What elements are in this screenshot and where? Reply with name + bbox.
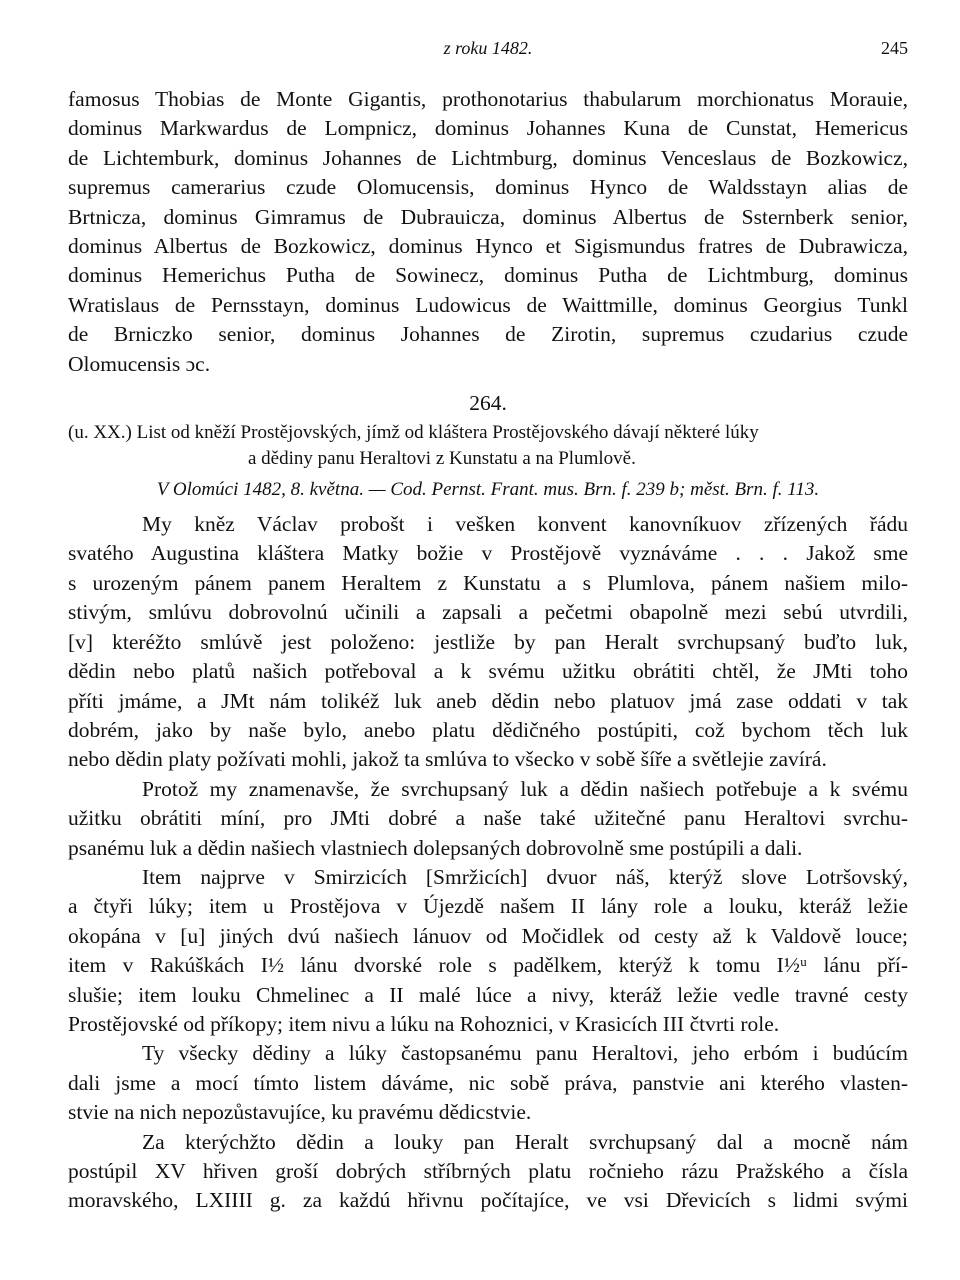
regest — [68, 420, 908, 472]
text-line: moravského, LXIIII g. za každú hřivnu počítajíce, ve vsi Dřevicích s lidmi svými — [68, 1188, 908, 1213]
text-line: užitku obrátiti míní, pro JMti dobré a naše také užitečné panu Heraltovi svrchu- — [68, 806, 908, 831]
text-line: Wratislaus de Pernsstayn, dominus Ludowicus de Waittmille, dominus Georgius Tunkl — [68, 292, 908, 317]
text-line: nebo dědin platy požívati mohli, jakož ta smlúva to všecko v sobě šíře a světlejie zavírá. — [68, 747, 827, 772]
document-page — [68, 38, 908, 1216]
text-line: a čtyři lúky; item u Prostějova v Újezdě našem II lány role a louku, kteráž ležie — [68, 894, 908, 919]
page-header — [68, 38, 908, 68]
text-line: Prostějovské od příkopy; item nivu a lúku na Rohoznici, v Krasicích III čtvrti role. — [68, 1011, 780, 1036]
source-citation: V Olomúci 1482, 8. května. — Cod. Pernst. Frant. mus. Brn. f. 239 b; měst. Brn. f. 113. — [156, 479, 820, 501]
text-line: dobrém, jako by naše bylo, anebo platu dědičného postúpiti, což bychom těch luk — [68, 717, 908, 742]
paragraph-payment — [68, 1128, 908, 1216]
text-line: My kněz Václav probošt i vešken konvent kanovníkuov zřízených řádu — [142, 512, 908, 537]
text-line: de Lichtemburk, dominus Johannes de Lichtmburg, dominus Venceslaus de Bozkowicz, — [68, 145, 908, 170]
text-line: de Brniczko senior, dominus Johannes de Zirotin, supremus czudarius czude — [68, 322, 908, 347]
text-line: postúpil XV hřiven groší dobrých stříbrných platu ročnieho rázu Pražského a čísla — [68, 1159, 908, 1183]
text-line: Item najprve v Smirzicích [Smržicích] dvuor náš, kterýž slove Lotršovský, — [142, 864, 908, 889]
text-line: Olomucensis ɔc. — [68, 351, 211, 376]
text-line: psanému luk a dědin našiech vlastniech dolepsaných dobrovolně sme postúpili a dali. — [68, 835, 803, 860]
regest-line: a dědiny panu Heraltovi z Kunstatu a na Plumlově. — [248, 448, 636, 470]
text-line: Za kterýchžto dědin a louky pan Heralt svrchupsaný dal a mocně nám — [142, 1129, 908, 1154]
text-line: okopána v [u] jiných dvú našiech lánuov od Močidlek od cesty až k Valdově louce; — [68, 923, 908, 948]
text-line: slušie; item louku Chmelinec a II malé lúce a nivy, kteráž ležie vedle travné cesty — [68, 982, 908, 1007]
text-line: příti jmáme, a JMt nám tolikéž luk aneb dědin nebo platuov jmá zase oddati v tak — [68, 688, 908, 713]
text-line: Ty všecky dědiny a lúky častopsanému panu Heraltovi, jeho erbóm i budúcím — [142, 1041, 908, 1066]
running-title: z roku 1482. — [443, 38, 533, 58]
page-number: 245 — [881, 38, 908, 58]
paragraph-grant — [68, 1039, 908, 1127]
text-line: supremus camerarius czude Olomucensis, dominus Hynco de Waldsstayn alias de — [68, 175, 908, 200]
document-number: 264. — [469, 391, 507, 416]
regest-line: (u. XX.) List od kněží Prostějovských, jímž od kláštera Prostějovského dávají některé lúky — [68, 422, 759, 444]
text-line: svatého Augustina kláštera Matky božie v Prostějově vyznáváme . . . Jakož sme — [68, 541, 908, 566]
text-line: Protož my znamenavše, že svrchupsaný luk a dědin našiech potřebuje a k svému — [142, 776, 908, 801]
text-line: stvie na nich nepozůstavujíce, ku pravému dědicstvie. — [68, 1100, 532, 1125]
text-line: dominus Hemerichus Putha de Sowinecz, dominus Putha de Lichtmburg, dominus — [68, 263, 908, 288]
text-line: item v Rakúškách I½ lánu dvorské role s padělkem, kterýž k tomu I½ᵘ lánu pří- — [68, 953, 908, 978]
text-line: dominus Markwardus de Lompnicz, dominus Johannes Kuna de Cunstat, Hemericus — [68, 116, 908, 141]
paragraph-charter-opening — [68, 510, 908, 775]
text-line: dali jsme a mocí tímto listem dáváme, nic sobě práva, panstvie ani kterého vlasten- — [68, 1070, 908, 1095]
text-line: Brtnicza, dominus Gimramus de Dubrauicza, dominus Albertus de Ssternberk senior, — [68, 204, 908, 229]
paragraph-witness-list — [68, 85, 908, 379]
text-line: famosus Thobias de Monte Gigantis, prothonotarius thabularum morchionatus Morauie, — [68, 87, 908, 111]
text-line: stivým, smlúvu dobrovolnú učinili a zapsali a pečetmi obapolně mezi sebú utvrdili, — [68, 600, 908, 625]
text-line: [v] kteréžto smlúvě jest položeno: jestliže by pan Heralt svrchupsaný buďto luk, — [68, 629, 908, 654]
text-line: dominus Albertus de Bozkowicz, dominus Hynco et Sigismundus fratres de Dubrawicza, — [68, 234, 908, 259]
paragraph-properties — [68, 863, 908, 1039]
text-line: dědin nebo platů našich potřeboval a k svému užitku obrátiti chtěl, že JMti toho — [68, 659, 908, 684]
paragraph-transfer — [68, 775, 908, 863]
text-line: s urozeným pánem panem Heraltem z Kunstatu a s Plumlova, pánem našiem milo- — [68, 570, 908, 595]
